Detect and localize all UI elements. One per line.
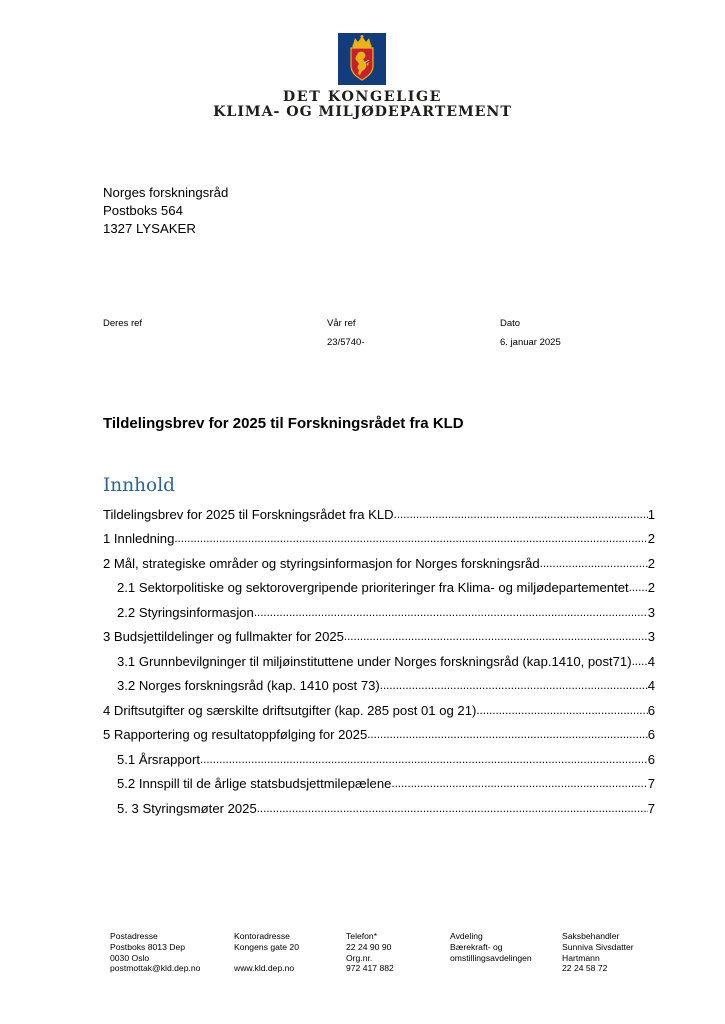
footer-postadresse-label: Postadresse [110,931,158,941]
toc-entry[interactable] [103,791,655,816]
toc-entry-text: 3.1 Grunnbevilgninger til miljøinstituttene under Norges forskningsråd (kap.1410, post71) [117,653,632,669]
toc-dot-leader [344,631,648,644]
toc-entry-text: 5.2 Innspill til de årlige statsbudsjettmilepælene [117,776,392,791]
toc-entry-page: 6 [647,727,655,742]
footer-avdeling [450,931,532,974]
toc-heading: Innhold [103,475,175,496]
recipient-address [103,184,228,238]
department-name-line-2: KLIMA- OG MILJØDEPARTEMENT [213,104,512,120]
var-ref-value: 23/5740- [327,337,365,348]
toc-entry-page: 7 [647,776,655,791]
footer-avdeling-label: Avdeling [450,931,483,941]
toc-entry-page: 4 [647,678,655,693]
toc-entry[interactable] [103,620,655,645]
footer-email[interactable]: postmottak@kld.dep.no [110,963,201,974]
footer-saksbehandler-name: Sunniva Sivsdatter [562,941,634,952]
toc-entry-text: 2 Mål, strategiske områder og styringsinformasjon for Norges forskningsråd [103,555,540,571]
deres-ref-label: Deres ref [103,318,143,329]
document-title: Tildelingsbrev for 2025 til Forskningsrådet fra KLD [103,415,464,432]
footer-website[interactable]: www.kld.dep.no [234,963,295,974]
footer-avdeling-line: Bærekraft- og [450,941,503,952]
toc-entry[interactable] [103,742,655,767]
toc-entry-text: 3 Budsjettildelinger og fullmakter for 2025 [103,629,344,644]
footer-kontoradresse-line [234,953,299,964]
dato-value: 6. januar 2025 [500,337,561,348]
footer-kontoradresse-label: Kontoradresse [234,931,290,941]
footer-saksbehandler [562,931,634,974]
toc-entry[interactable] [103,644,655,669]
footer-postadresse-line: Postboks 8013 Dep [110,941,186,952]
footer-orgnr-value: 972 417 882 [346,963,394,974]
footer-orgnr-label: Org.nr. [346,952,373,963]
toc-entry[interactable] [103,718,655,743]
toc-entry-page: 3 [647,629,655,644]
recipient-name: Norges forskningsråd [103,185,229,200]
footer-postadresse-line: 0030 Oslo [110,952,150,963]
dato-label: Dato [500,318,521,329]
toc-entry-text: 5 Rapportering og resultatoppfølging for 2025 [103,727,368,742]
toc-entry-text: 2.2 Styringsinformasjon [117,604,254,620]
toc-dot-leader [391,778,647,791]
toc-dot-leader [394,509,648,522]
toc-dot-leader [257,803,648,816]
footer-postadresse [110,931,200,974]
toc-entry-text: 4 Driftsutgifter og særskilte driftsutgifter (kap. 285 post 01 og 21) [103,702,477,718]
footer-telefon [346,931,394,974]
toc-entry[interactable] [103,522,655,547]
toc-dot-leader [200,754,648,767]
toc-entry-page: 7 [647,800,655,816]
toc-entry[interactable] [103,767,655,792]
footer-telefon-label: Telefon* [346,931,378,941]
toc-dot-leader [367,729,647,742]
toc-entry-page: 6 [647,702,655,718]
toc-entry-text: 5.1 Årsrapport [117,751,200,767]
toc-entry[interactable] [103,546,655,571]
footer-saksbehandler-label: Saksbehandler [562,931,620,941]
footer-saksbehandler-name: Hartmann [562,952,600,963]
toc-entry-text: 3.2 Norges forskningsråd (kap. 1410 post 73) [117,678,380,693]
toc-entry[interactable] [103,571,655,596]
footer-saksbehandler-phone: 22 24 58 72 [562,963,608,974]
toc-entry[interactable] [103,669,655,694]
toc-entry-page: 6 [647,751,655,767]
toc-entry[interactable] [103,693,655,718]
toc-entry-page: 2 [647,531,655,546]
var-ref-label: Vår ref [327,318,356,329]
footer-kontoradresse-line: Kongens gate 20 [234,941,299,952]
toc-entry-text: Tildelingsbrev for 2025 til Forskningsrådet fra KLD [103,506,394,522]
recipient-city: 1327 LYSAKER [103,221,196,236]
toc-dot-leader [380,680,648,693]
footer-avdeling-line: omstillingsavdelingen [450,952,532,963]
toc-entry-text: 1 Innledning [103,531,175,546]
toc-entry-page: 3 [647,604,655,620]
toc-entry-text: 2.1 Sektorpolitiske og sektorovergripende prioriteringer fra Klima- og miljødepartementet [117,580,629,595]
toc-entry[interactable] [103,595,655,620]
toc-entry-text: 5. 3 Styringsmøter 2025 [117,800,257,816]
footer-telefon-number: 22 24 90 90 [346,941,392,952]
toc-entry-page: 4 [647,653,655,669]
toc-dot-leader [629,582,648,595]
department-name-line-1: DET KONGELIGE [282,89,443,105]
toc-dot-leader [632,656,648,669]
table-of-contents [103,497,655,816]
toc-dot-leader [540,558,648,571]
toc-dot-leader [174,533,647,546]
recipient-street: Postboks 564 [103,203,183,218]
footer-avdeling-line [450,963,532,974]
toc-dot-leader [254,607,648,620]
toc-dot-leader [476,705,647,718]
toc-entry-page: 2 [647,555,655,571]
toc-entry[interactable] [103,497,655,522]
toc-entry-page: 2 [647,580,655,595]
toc-entry-page: 1 [647,506,655,522]
footer-kontoradresse [234,931,299,974]
royal-coat-of-arms-icon [338,33,386,85]
